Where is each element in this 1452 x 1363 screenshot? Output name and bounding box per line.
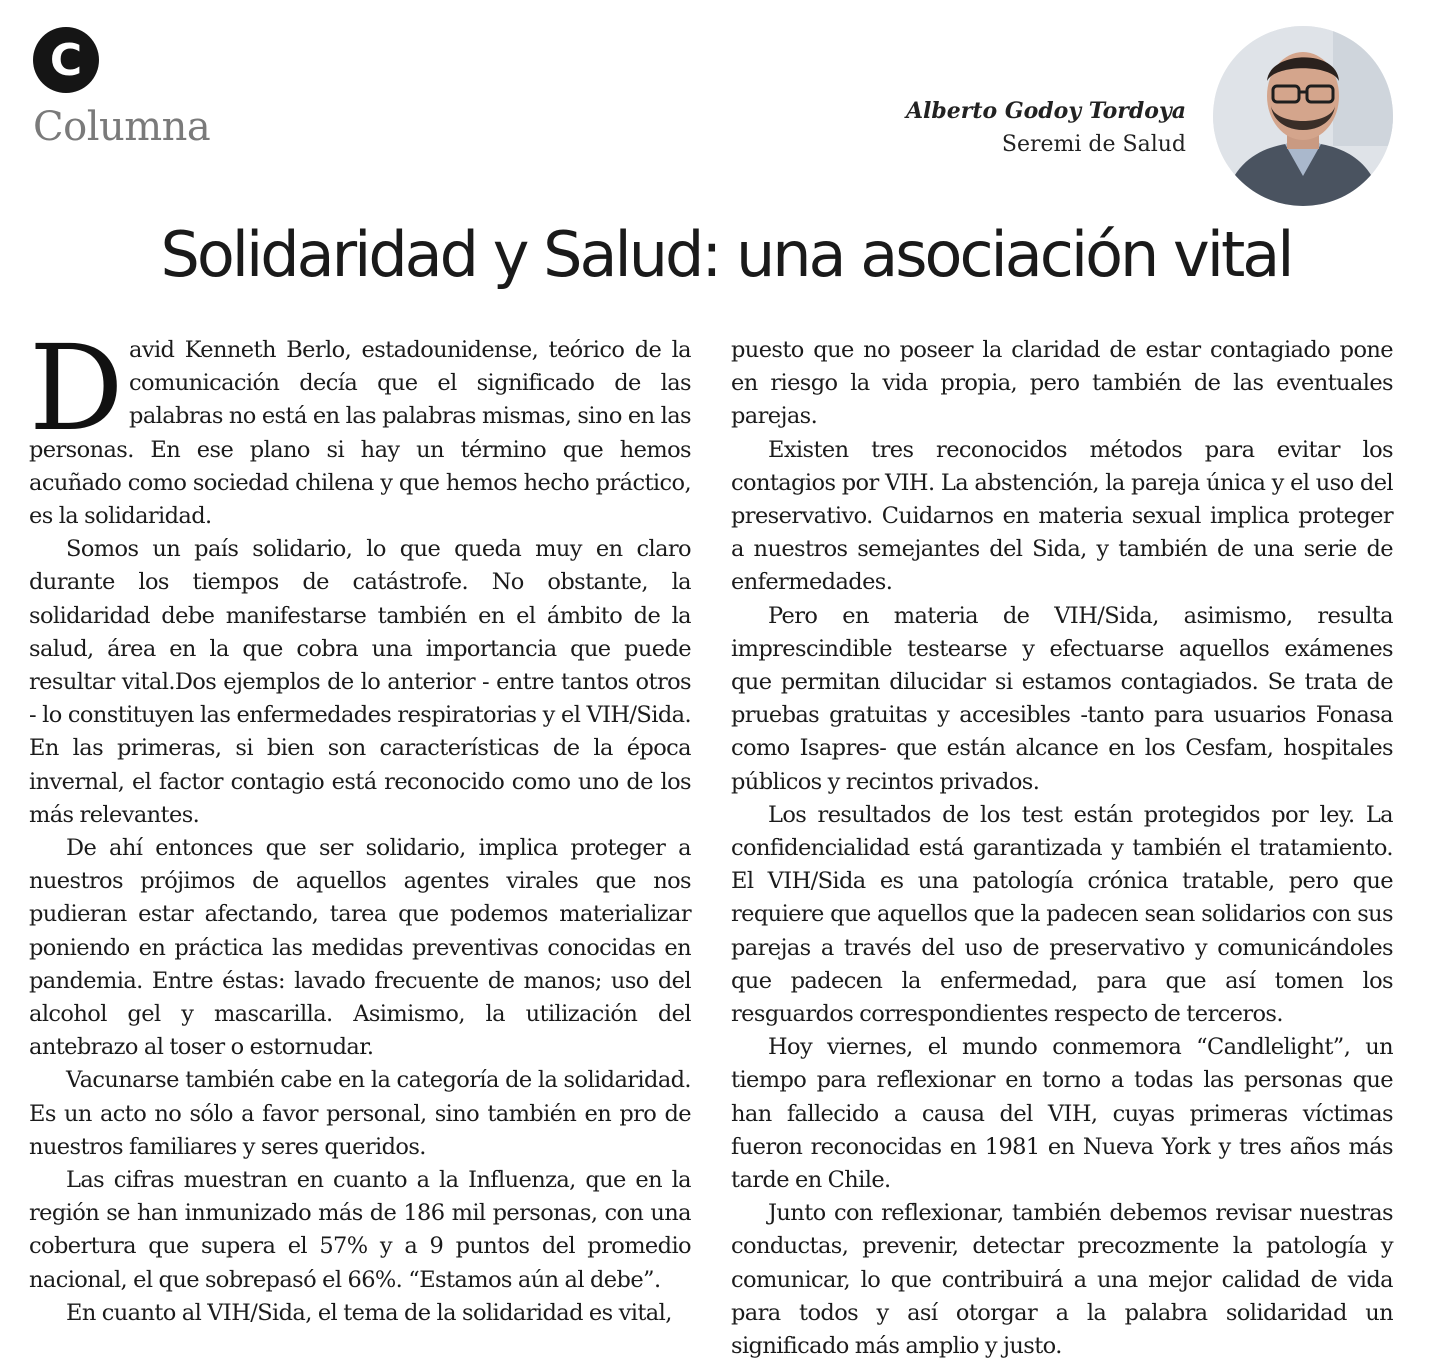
article-paragraph: Las cifras muestran en cuanto a la Influenza, que en la región se han inmunizado más de 186 mil personas, con una cobertura que supera el 57% y a 9 puntos del promedio nacional, el que sobrepasó el 66%. “Estamos aún al debe”. [29,1167,691,1293]
article-paragraph: Hoy viernes, el mundo conmemora “Candlelight”, un tiempo para reflexionar en torno a todas las personas que han fallecido a causa del VIH, cuyas primeras víctimas fueron reconocidas en 1981 en Nueva York y tres años más tarde en Chile. [731,1034,1393,1194]
author-photo [1213,26,1393,206]
article-column-right [731,334,1393,1363]
article-paragraph: puesto que no poseer la claridad de estar contagiado pone en riesgo la vida propia, pero también de las eventuales parejas. [731,337,1393,430]
article-column-left [29,319,691,1330]
article-paragraph: Vacunarse también cabe en la categoría de la solidaridad. Es un acto no sólo a favor personal, sino también en pro de nuestros familiares y seres queridos. [29,1067,691,1160]
byline [906,98,1186,157]
section-logo-letter: C [49,34,83,86]
headline: Solidaridad y Salud: una asociación vital [160,218,1292,291]
author-role: Seremi de Salud [1001,132,1186,157]
author-name: Alberto Godoy Tordoya [905,98,1186,124]
section-logo [33,27,99,93]
article-paragraph: Junto con reflexionar, también debemos revisar nuestras conductas, prevenir, detectar precozmente la patología y comunicar, lo que contribuirá a una mejor calidad de vida para todos y así otorgar a la palabra solidaridad un significado más amplio y justo. [731,1200,1393,1360]
drop-cap: D [29,319,124,457]
section-label: Columna [33,104,211,150]
article-paragraph: De ahí entonces que ser solidario, implica proteger a nuestros prójimos de aquellos agentes virales que nos pudieran estar afectando, tarea que podemos materializar poniendo en práctica las medidas preventivas conocidas en pandemia. Entre éstas: lavado frecuente de manos; uso del alcohol gel y mascarilla. Asimismo, la utilización del antebrazo al toser o estornudar. [29,835,691,1061]
article-paragraph: Somos un país solidario, lo que queda muy en claro durante los tiempos de catástrofe. No obstante, la solidaridad debe manifestarse también en el ámbito de la salud, área en la que cobra una importancia que puede resultar vital.Dos ejemplos de lo anterior - entre tantos otros - lo constituyen las enfermedades respiratorias y el VIH/Sida. En las primeras, si bien son características de la época invernal, el factor contagio está reconocido como uno de los más relevantes. [29,536,691,828]
author-portrait-image [1213,26,1393,206]
article-paragraph: Los resultados de los test están protegidos por ley. La confidencialidad está garantizada y también el tratamiento. El VIH/Sida es una patología crónica tratable, pero que requiere que aquellos que la padecen sean solidarios con sus parejas a través del uso de preservativo y comunicándoles que padecen la enfermedad, para que así tomen los resguardos correspondientes respecto de terceros. [731,801,1393,1028]
article-paragraph: Pero en materia de VIH/Sida, asimismo, resulta imprescindible testearse y efectuarse aquellos exámenes que permitan dilucidar si estamos contagiados. Se trata de pruebas gratuitas y accesibles -tanto para usuarios Fonasa como Isapres- que están alcance en los Cesfam, hospitales públicos y recintos privados. [731,602,1393,795]
article-paragraph: Existen tres reconocidos métodos para evitar los contagios por VIH. La abstención, la pareja única y el uso del preservativo. Cuidarnos en materia sexual implica proteger a nuestros semejantes del Sida, y también de una serie de enfermedades. [731,436,1393,596]
article-paragraph [29,319,691,533]
article-paragraph: En cuanto al VIH/Sida, el tema de la solidaridad es vital, [66,1299,672,1326]
paragraph-text: avid Kenneth Berlo, estadounidense, teórico de la comunicación decía que el significado de las palabras no está en las palabras mismas, sino en las personas. En ese plano si hay un término que hemos acuñado como sociedad chilena y que hemos hecho práctico, es la solidaridad. [29,337,691,530]
